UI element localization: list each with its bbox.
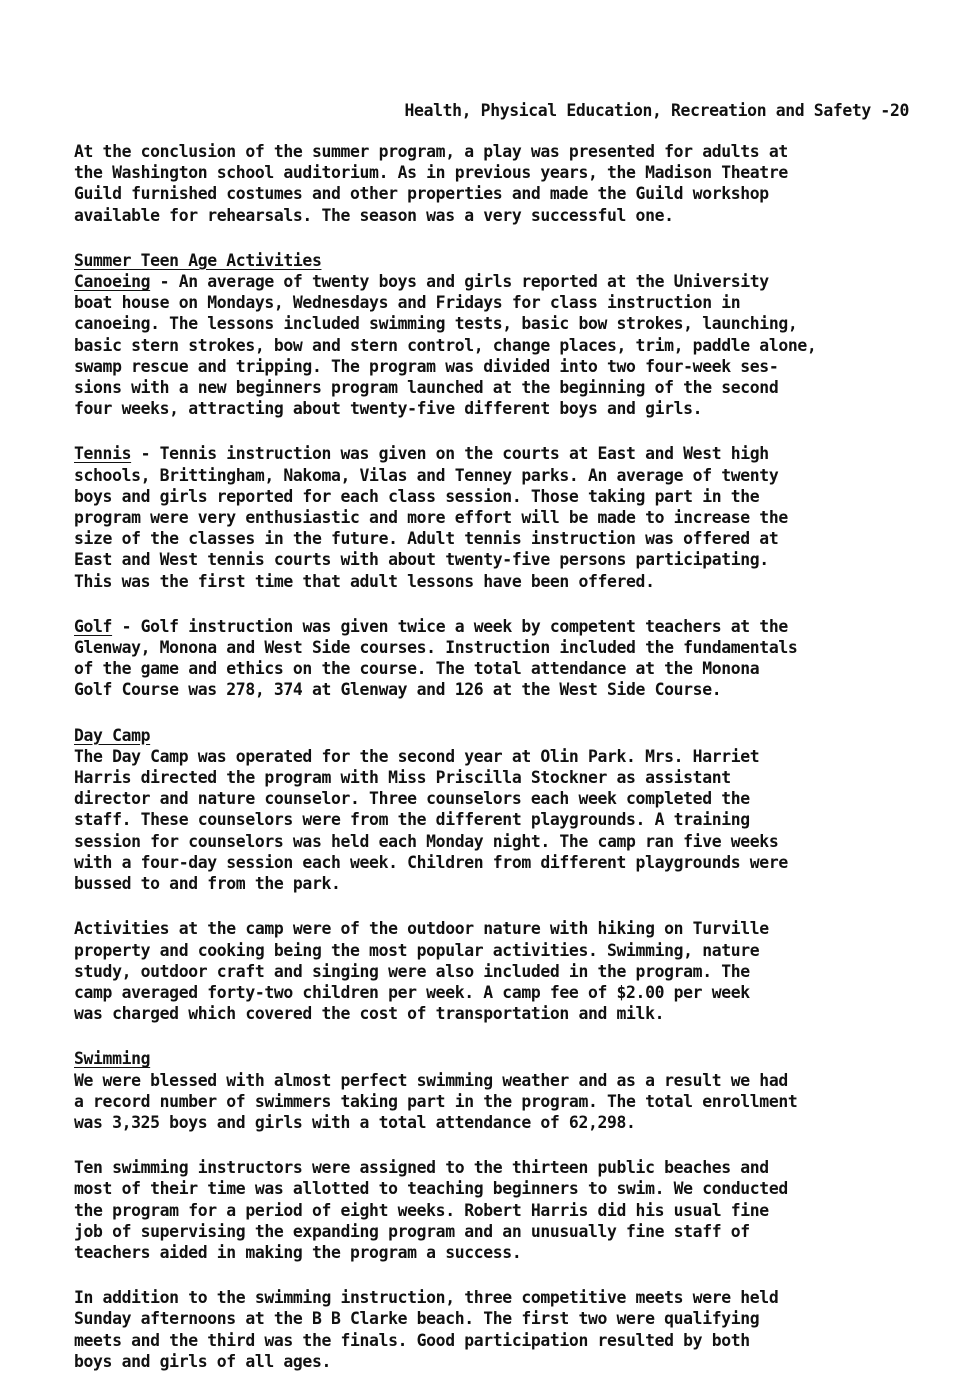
day-camp-text-1: The Day Camp was operated for the second year at Olin Park. Mrs. Harriet Harris directed the program with Miss Priscilla Stockner as assistant director and nature counselor. Three counselors each week completed the staff. These counselors were from the different playgrounds. A training session for counselors was held each Monday night. The camp ran five weeks with a four-day session each week. Children from different playgrounds were bussed to and from the park. [74,746,788,894]
canoeing-text: - An average of twenty boys and girls reported at the University boat house on Mondays, Wednesdays and Fridays for class instruction in canoeing. The lessons included swimming tests, basic bow strokes, launching, basic stern strokes, bow and stern control, change places, trim, paddle alone, swamp rescue and tripping. The program was divided into two four-week ses- sions with a new beginners program launched at the beginning of the second four weeks, attracting about twenty-five different boys and girls. [74,272,817,419]
intro-paragraph: At the conclusion of the summer program, a play was presented for adults at the Washington school auditorium. As in previous years, the Madison Theatre Guild furnished costumes and other properties and made the Guild workshop available for rehearsals. The season was a very successful one. [74,142,788,225]
summer-teen-heading: Summer Teen Age Activities [74,250,322,270]
tennis-text: - Tennis instruction was given on the courts at East and West high schools, Brittingham, Nakoma, Vilas and Tenney parks. An average of twenty boys and girls reported for each class session. Those taking part in the program were very enthusiastic and more effort will be made to increase the size of the classes in the future. Adult tennis instruction was offered at East and West tennis courts with about twenty-five persons participating. This was the first time that adult lessons have been offered. [74,444,788,591]
document-body [74,141,904,1396]
swimming-heading: Swimming [74,1049,151,1069]
swimming-paragraph-1 [74,1048,904,1133]
canoeing-paragraph [74,250,904,420]
swimming-paragraph-3: In addition to the swimming instruction, three competitive meets were held Sunday afternoons at the B B Clarke beach. The first two were qualifying meets and the third was the finals. Good participation resulted by both boys and girls of all ages. [74,1288,779,1371]
tennis-lead: Tennis [74,444,132,464]
day-camp-paragraph-2: Activities at the camp were of the outdoor nature with hiking on Turville property and cooking being the most popular activities. Swimming, nature study, outdoor craft and singing were also included in the program. The camp averaged forty-two children per week. A camp fee of $2.00 per week was charged which covered the cost of transportation and milk. [74,919,769,1024]
golf-paragraph [74,616,904,701]
swimming-text-1: We were blessed with almost perfect swimming weather and as a result we had a record number of swimmers taking part in the program. The total enrollment was 3,325 boys and girls with a total attendance of 62,298. [74,1070,798,1132]
golf-lead: Golf [74,616,113,636]
golf-text: - Golf instruction was given twice a week by competent teachers at the Glenway, Monona and West Side courses. Instruction included the fundamentals of the game and ethics on the course. The total attendance at the Monona Golf Course was 278, 374 at Glenway and 126 at the West Side Course. [74,616,798,700]
canoeing-lead: Canoeing [74,272,151,292]
running-header: Health, Physical Education, Recreation and Safety -20 [404,101,909,120]
swimming-paragraph-2: Ten swimming instructors were assigned to the thirteen public beaches and most of their time was allotted to teaching beginners to swim. We conducted the program for a period of eight weeks. Robert Harris did his usual fine job of supervising the expanding program and an unusually fine staff of teachers aided in making the program a success. [74,1158,788,1262]
tennis-paragraph [74,443,904,591]
day-camp-heading: Day Camp [74,725,151,745]
day-camp-paragraph-1 [74,725,904,895]
